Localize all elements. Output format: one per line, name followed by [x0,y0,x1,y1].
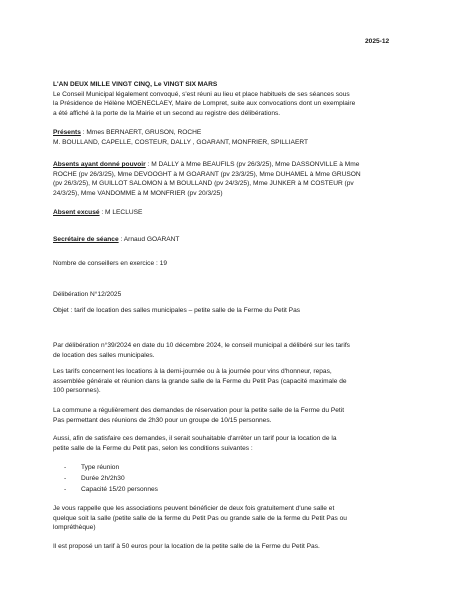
para4-line-2: petite salle de la Ferme du Petit pas, selon les conditions suivantes : [53,444,253,452]
excuse-value: : M LECLUSE [99,209,143,216]
para1-line-1: Par délibération n°39/2024 en date du 10 décembre 2024, le conseil municipal a délibéré sur les tarifs [53,342,350,349]
excuse-label: Absent excusé [53,209,100,216]
para6-line: Il est proposé un tarif à 50 euros pour la location de la petite salle de la Ferme du Petit Pas. [53,543,320,550]
absents-line-1 [53,160,359,169]
deliberation-number: Délibération N°12/2025 [53,291,122,298]
presents-label: Présents [53,129,81,136]
para5-line-1: Je vous rappelle que les associations peuvent bénéficier de deux fois gratuitement d'une salle et [53,505,335,512]
absents-line-3: (pv 26/3/25), M GUILLOT SALOMON à M BOULLAND (pv 24/3/25), Mme JUNKER à M COSTEUR (pv [53,180,354,187]
absents-value: : M DALLY à Mme BEAUFILS (pv 26/3/25), Mme DASSONVILLE à Mme [145,161,360,168]
document-reference: 2025-12 [365,38,390,45]
secretaire-label: Secrétaire de séance [53,236,119,243]
para3-line-1: La commune a régulièrement des demandes de réservation pour la petite salle de la Ferme du Petit [53,407,345,414]
intro-line-1: Le Conseil Municipal légalement convoqué, s'est réuni au lieu et place habituels de ses séances sous [53,90,350,98]
conseillers-line: Nombre de conseillers en exercice : 19 [53,260,167,267]
intro-line-2: la Présidence de Hélène MOENECLAEY, Maire de Lompret, suite aux convocations dont un exemplaire [53,100,356,107]
para5-line-2: quelque soit la salle (petite salle de la ferme du Petit Pas ou grande salle de la ferme du Petit Pas ou [53,514,347,522]
excuse-line [53,208,142,217]
bullet-marker: - [64,486,67,493]
presents-line-2: M. BOULLAND, CAPELLE, COSTEUR, DALLY , GOARANT, MONFRIER, SPILLIAERT [53,138,309,146]
bullet-item-3: Capacité 15/20 personnes [81,486,158,493]
bullet-item-1: Type réunion [81,464,120,471]
heading: L'AN DEUX MILLE VINGT CINQ, Le VINGT SIX MARS [53,81,218,88]
absents-line-2: ROCHE (pv 26/3/25), Mme DEVOOGHT à M GOARANT (pv 23/3/25), Mme DUHAMEL à Mme GRUSON [53,170,361,178]
para5-line-3: lompréthèque) [53,524,96,531]
intro-line-3: a été affiché à la porte de la Mairie et un second au registre des délibérations. [53,109,281,117]
para3-line-2: Pas permettant des réunions de 2h30 pour un groupe de 10/15 personnes. [53,416,272,424]
para1-line-2: de location des salles municipales. [53,351,155,359]
para2-line-2: assemblée générale et réunion dans la grande salle de la Ferme du Petit Pas (capacité maximale de [53,377,347,385]
presents-line-1 [53,128,201,137]
secretaire-value: : Arnaud GOARANT [118,236,180,243]
secretaire-line [53,235,179,244]
absents-line-4: 24/3/25), Mme VANDOMME à M MONFRIER (pv 20/3/25) [53,189,223,197]
bullet-marker: - [64,464,67,471]
objet-line: Objet : tarif de location des salles municipales – petite salle de la Ferme du Petit Pas [53,307,301,314]
bullet-marker: - [64,475,67,482]
absents-label: Absents ayant donné pouvoir [53,161,146,168]
bullet-item-2: Durée 2h/2h30 [81,475,125,482]
para2-line-1: Les tarifs concernent les locations à la demi-journée ou à la journée pour vins d'honneur, repas, [53,368,332,375]
para2-line-3: 100 personnes). [53,387,101,394]
presents-value: : Mmes BERNAERT, GRUSON, ROCHE [80,129,202,136]
para4-line-1: Aussi, afin de satisfaire ces demandes, il serait souhaitable d'arrêter un tarif pour la location de la [53,435,337,442]
